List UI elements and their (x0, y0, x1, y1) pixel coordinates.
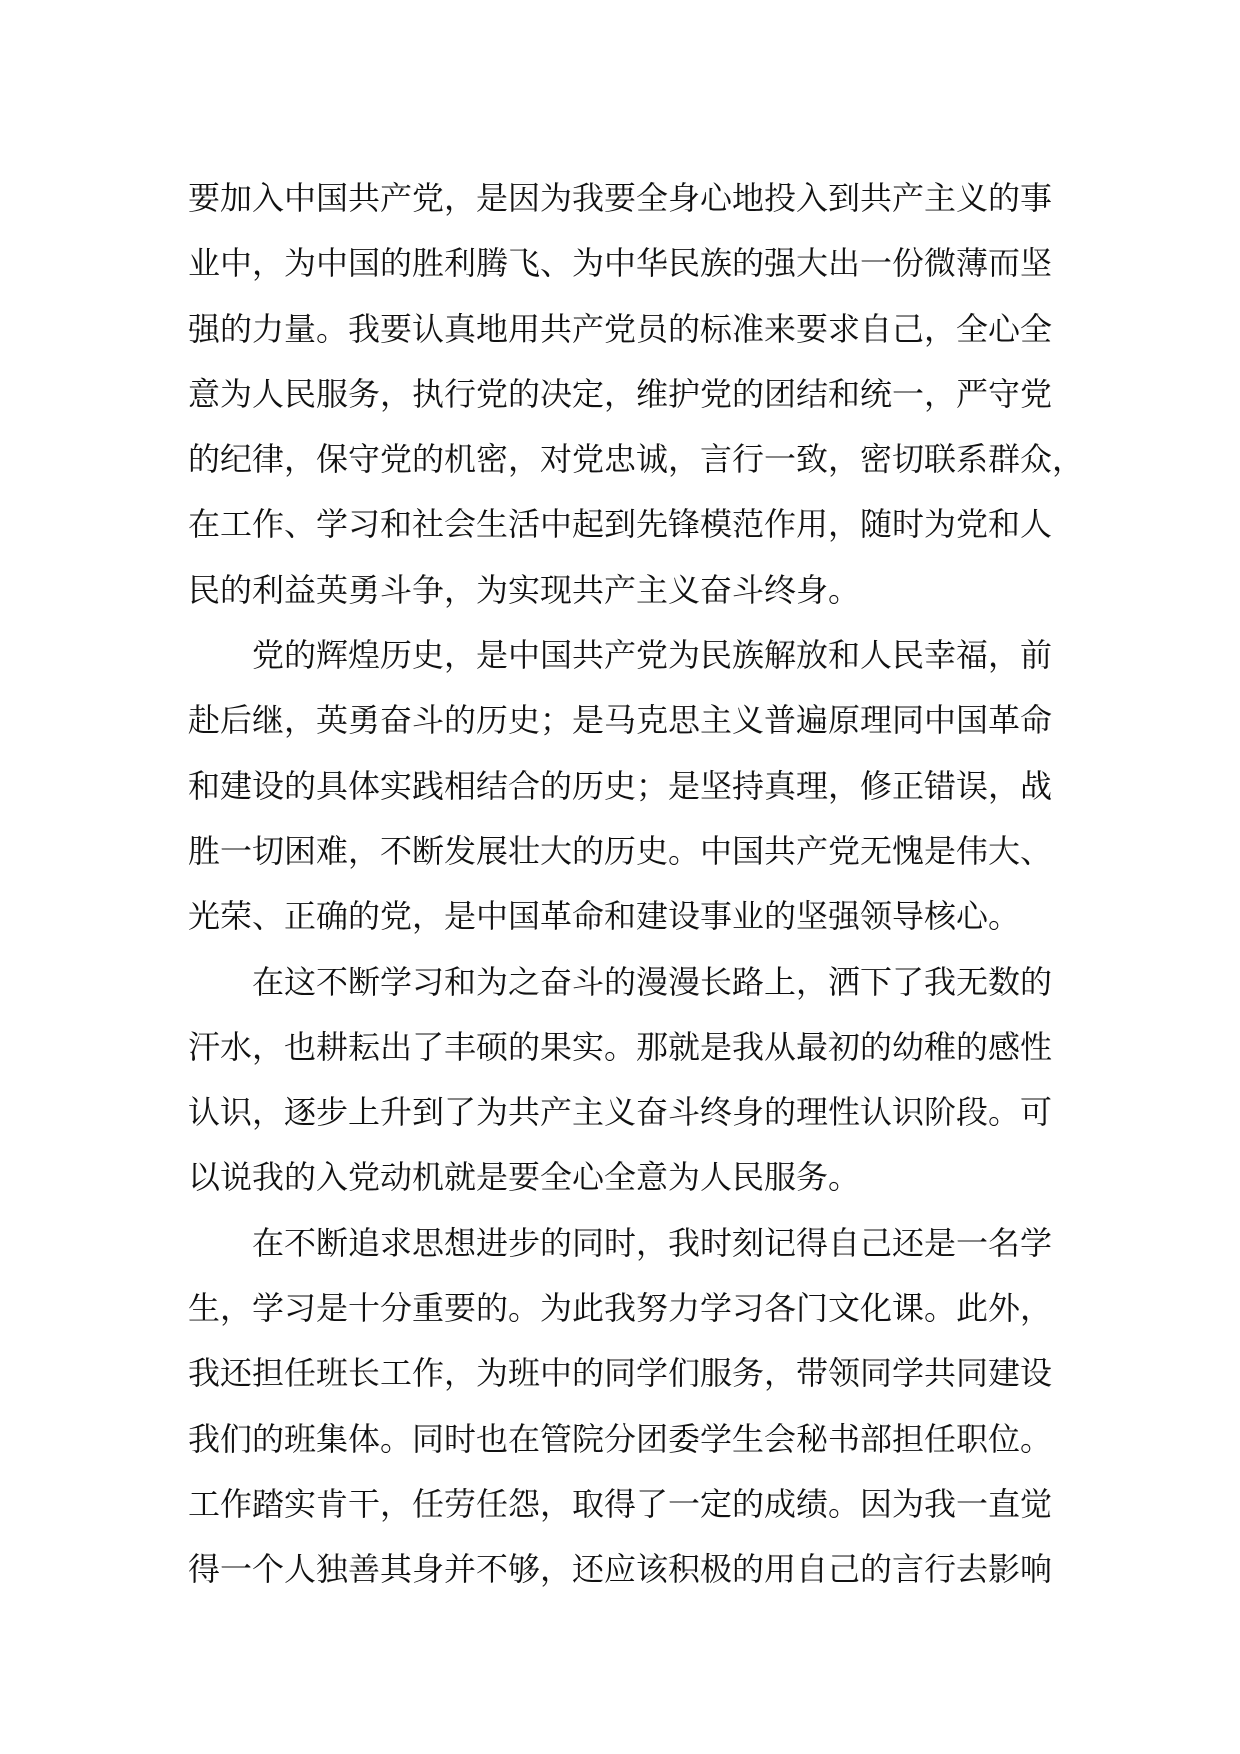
text-line: 工作踏实肯干，任劳任怨，取得了一定的成绩。因为我一直觉 (188, 1484, 1053, 1523)
text-line: 以说我的入党动机就是要全心全意为人民服务。 (188, 1158, 861, 1197)
text-line: 业中，为中国的胜利腾飞、为中华民族的强大出一份微薄而坚 (188, 244, 1053, 283)
text-line: 意为人民服务，执行党的决定，维护党的团结和统一，严守党 (188, 374, 1053, 413)
text-line: 在这不断学习和为之奋斗的漫漫长路上，洒下了我无数的 (188, 962, 1053, 1001)
text-line: 和建设的具体实践相结合的历史；是坚持真理，修正错误，战 (188, 766, 1053, 805)
text-line: 认识，逐步上升到了为共产主义奋斗终身的理性认识阶段。可 (188, 1093, 1053, 1132)
text-line: 强的力量。我要认真地用共产党员的标准来要求自己，全心全 (188, 309, 1053, 348)
text-line: 在工作、学习和社会生活中起到先锋模范作用，随时为党和人 (188, 505, 1053, 544)
text-line: 赴后继，英勇奋斗的历史；是马克思主义普遍原理同中国革命 (188, 701, 1053, 740)
text-line: 要加入中国共产党，是因为我要全身心地投入到共产主义的事 (188, 179, 1053, 217)
text-line: 我们的班集体。同时也在管院分团委学生会秘书部担任职位。 (188, 1419, 1053, 1458)
text-line: 的纪律，保守党的机密，对党忠诚，言行一致，密切联系群众， (188, 440, 1085, 479)
text-line: 生，学习是十分重要的。为此我努力学习各门文化课。此外， (188, 1289, 1053, 1328)
text-line: 光荣、正确的党，是中国革命和建设事业的坚强领导核心。 (188, 897, 1021, 936)
text-line: 汗水，也耕耘出了丰硕的果实。那就是我从最初的幼稚的感性 (188, 1027, 1053, 1066)
text-line: 得一个人独善其身并不够，还应该积极的用自己的言行去影响 (188, 1550, 1053, 1589)
text-line: 民的利益英勇斗争，为实现共产主义奋斗终身。 (188, 570, 861, 609)
text-line: 在不断追求思想进步的同时，我时刻记得自己还是一名学 (188, 1223, 1053, 1262)
text-line: 我还担任班长工作，为班中的同学们服务，带领同学共同建设 (188, 1354, 1053, 1393)
body-text (188, 166, 1085, 1603)
text-line: 党的辉煌历史，是中国共产党为民族解放和人民幸福，前 (188, 636, 1053, 675)
text-line: 胜一切困难，不断发展壮大的历史。中国共产党无愧是伟大、 (188, 831, 1053, 870)
